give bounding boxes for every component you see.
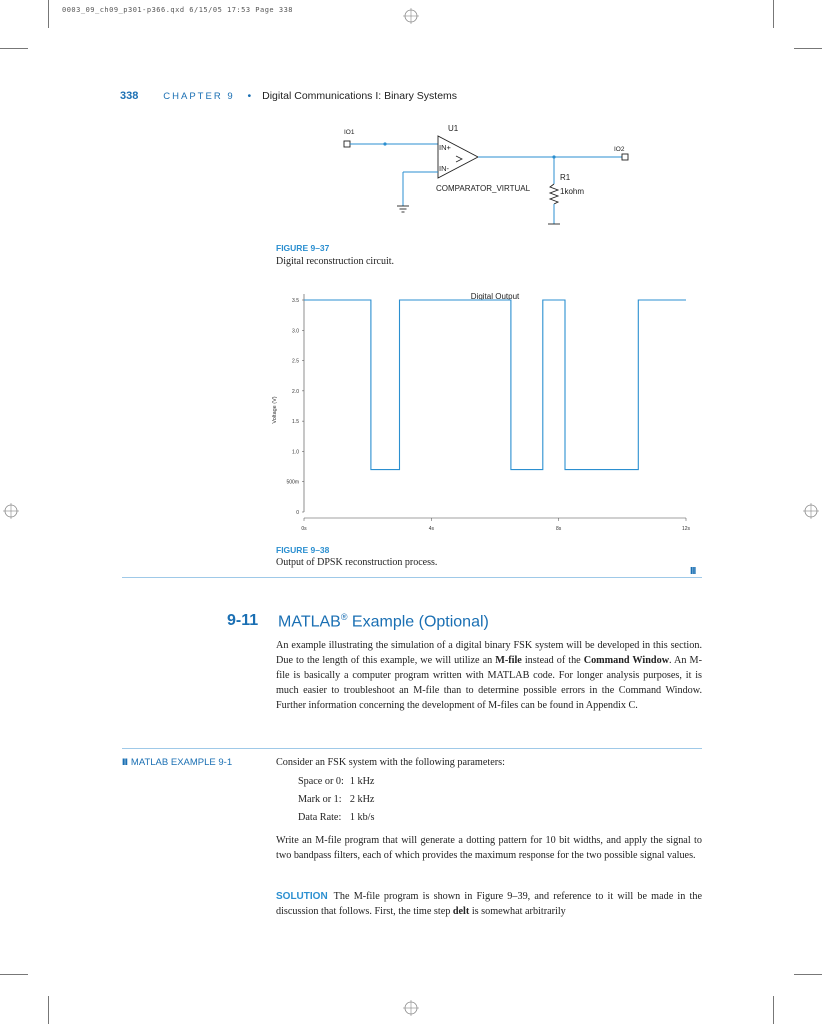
x-tick-labels	[301, 518, 690, 532]
intro-text: instead of the	[521, 655, 584, 666]
example-task: Write an M-file program that will generate a dotting pattern for 10 bit widths, and apply the signal to two bandpass filters, each of which provides the maximum response for the two possible signal values.	[276, 835, 702, 861]
registration-mark-icon	[403, 8, 419, 24]
io1-terminal	[344, 141, 350, 147]
param-name: Space or 0:	[298, 776, 344, 787]
crop-mark	[0, 974, 28, 975]
u1-label: U1	[448, 124, 459, 133]
io2-terminal	[622, 154, 628, 160]
example-label-text: MATLAB EXAMPLE 9-1	[130, 757, 233, 768]
chapter-title: Digital Communications I: Binary Systems	[262, 90, 458, 102]
plot-area	[304, 294, 686, 510]
param-value: 1 kb/s	[349, 812, 375, 823]
running-header	[120, 90, 457, 102]
matlab-example-label	[122, 757, 232, 768]
r1-value: 1kohm	[560, 187, 585, 196]
intro-text: . An M-file is basically a computer program written with MATLAB code. For longer analysis purposes, it is much easier to troubleshoot an M-file than to determine possible errors in the Command Window. Further information concerning the development of M-files can be found in Appendix C.	[276, 655, 702, 711]
crop-mark	[48, 0, 49, 28]
end-mark: III	[690, 566, 696, 577]
command-window-term: Command Window	[583, 655, 670, 666]
comparator-arrow	[456, 156, 462, 162]
header-bullet: •	[247, 90, 252, 102]
registration-mark-icon	[803, 503, 819, 519]
chart-title: Digital Output	[470, 292, 520, 301]
y-tick-label: 3.0	[292, 328, 299, 335]
section-title-text: MATLAB	[278, 613, 341, 631]
io1-label: IO1	[344, 129, 355, 136]
x-tick-label: 12s	[681, 526, 691, 532]
registered-mark: ®	[340, 612, 348, 622]
example-lead: Consider an FSK system with the following parameters:	[276, 757, 505, 768]
parameter-row	[298, 791, 380, 809]
figure-38-title: FIGURE 9–38	[276, 545, 330, 555]
y-tick-label: 0	[296, 510, 299, 516]
y-tick-label: 3.5	[292, 298, 299, 304]
junction-dot	[383, 142, 386, 145]
crop-mark	[773, 996, 774, 1024]
parameter-row	[298, 773, 380, 791]
print-slug: 0003_09_ch09_p301-p366.qxd 6/15/05 17:53 Page 338	[62, 6, 294, 14]
param-name: Mark or 1:	[298, 794, 342, 805]
solution-paragraph	[276, 889, 702, 919]
y-tick-label: 2.0	[292, 388, 299, 395]
registration-mark-icon	[403, 1000, 419, 1016]
figure-37-title: FIGURE 9–37	[276, 243, 330, 253]
crop-mark	[48, 996, 49, 1024]
x-tick-label: 8s	[556, 526, 562, 532]
param-name: Data Rate:	[298, 812, 342, 823]
figure-38-caption: Output of DPSK reconstruction process.	[276, 557, 438, 568]
page-number: 338	[120, 90, 139, 102]
x-tick-label: 4s	[428, 526, 434, 532]
param-value: 2 kHz	[349, 794, 375, 805]
figure-37-caption: Digital reconstruction circuit.	[276, 256, 395, 267]
solution-text: The M-file program is shown in Figure 9–39, and reference to it will be made in the discussion that follows. First, the time step	[276, 891, 702, 917]
y-tick-labels	[286, 298, 304, 516]
y-tick-label: 2.5	[292, 358, 299, 365]
y-tick-label: 1.5	[292, 419, 299, 426]
y-axis-label: Voltage (V)	[272, 396, 278, 424]
intro-paragraph	[276, 638, 702, 713]
m-file-term: M-file	[495, 655, 522, 666]
registration-mark-icon	[3, 503, 19, 519]
resistor-symbol	[550, 184, 558, 204]
crop-mark	[794, 974, 822, 975]
section-title	[278, 612, 489, 631]
crop-mark	[773, 0, 774, 28]
in-plus-label: IN+	[439, 143, 451, 152]
digital-output-chart	[262, 286, 702, 536]
section-number: 9-11	[227, 612, 259, 629]
parameter-row	[298, 809, 380, 827]
io2-label: IO2	[614, 146, 625, 153]
comparator-circuit-diagram	[330, 118, 640, 226]
param-value: 1 kHz	[349, 776, 375, 787]
comparator-label: COMPARATOR_VIRTUAL	[436, 184, 531, 193]
r1-label: R1	[560, 173, 571, 182]
crop-mark	[794, 48, 822, 49]
y-tick-label: 500m	[286, 479, 299, 486]
x-tick-label: 0s	[301, 526, 307, 532]
chapter-label: CHAPTER 9	[163, 91, 235, 102]
y-tick-label: 1.0	[292, 449, 299, 456]
parameter-table	[298, 773, 380, 827]
solution-text: is somewhat arbitrarily	[469, 906, 566, 917]
example-bars: III	[122, 757, 127, 768]
delt-term: delt	[452, 906, 470, 917]
in-minus-label: IN-	[439, 164, 449, 173]
solution-label: SOLUTION	[276, 891, 328, 902]
intro-text: An example illustrating the simulation of a digital binary FSK system will be developed in this section. Due to the length of this example, we will utilize an	[276, 640, 702, 666]
example-rule	[122, 748, 702, 749]
crop-mark	[0, 48, 28, 49]
section-rule	[122, 577, 702, 578]
section-title-rest: Example (Optional)	[347, 613, 489, 631]
